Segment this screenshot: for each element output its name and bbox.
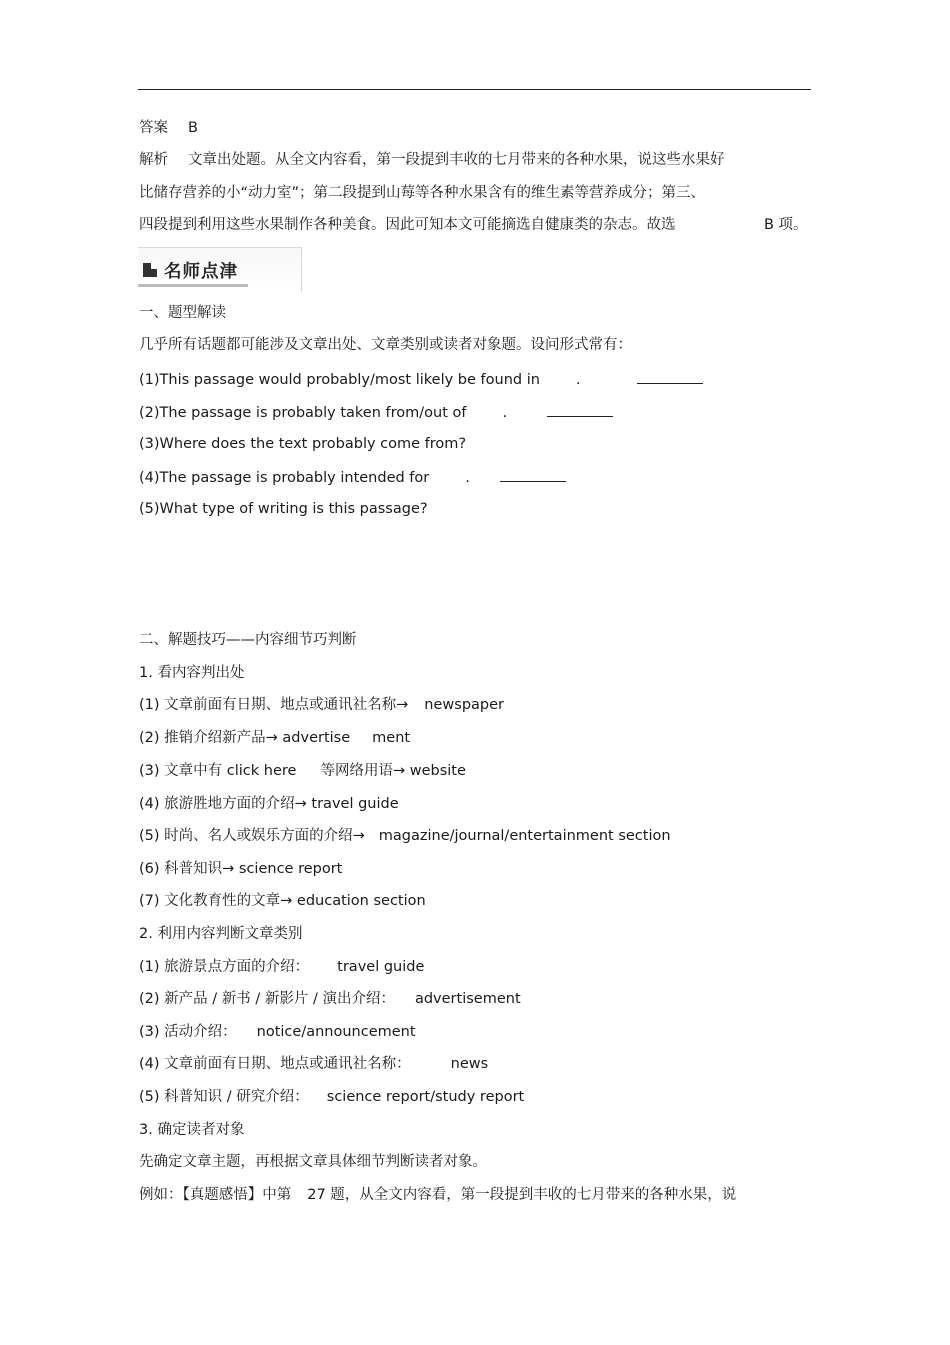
- list-item: (7) 文化教育性的文章→ education section: [139, 893, 426, 909]
- list-item: (5) 科普知识 / 研究介绍： science report/study report: [139, 1089, 525, 1105]
- list-item: (2) 推销介绍新产品→ advertise ment: [139, 730, 411, 746]
- paragraph: 例如：【真题感悟】中第 27 题，从全文内容看，第一段提到丰收的七月带来的各种水果，说: [139, 1187, 737, 1203]
- answer-line: [139, 118, 198, 138]
- answer-blank: [500, 467, 566, 482]
- list-item: (3) 活动介绍： notice/announcement: [139, 1024, 416, 1040]
- answer-blank: [547, 402, 613, 417]
- list-item: (5) 时尚、名人或娱乐方面的介绍→ magazine/journal/entertainment section: [139, 828, 671, 844]
- list-item: (6) 科普知识→ science report: [139, 861, 343, 877]
- analysis-line-1: [139, 150, 725, 170]
- answer-blank: [637, 369, 703, 384]
- question-form-3: (3)Where does the text probably come from?: [139, 436, 467, 452]
- question-form-4: (4)The passage is probably intended for .: [139, 467, 566, 488]
- answer-value: B: [188, 120, 198, 136]
- list-item: (4) 文章前面有日期、地点或通讯社名称： news: [139, 1056, 489, 1072]
- list-item: (1) 文章前面有日期、地点或通讯社名称→ newspaper: [139, 697, 504, 713]
- list-item: (2) 新产品 / 新书 / 新影片 / 演出介绍： advertisement: [139, 991, 521, 1007]
- list-item: (3) 文章中有 click here 等网络用语→ website: [139, 763, 466, 779]
- analysis-label: 解析: [139, 152, 168, 168]
- subheading-2: 2. 利用内容判断文章类别: [139, 926, 303, 942]
- section-header-banner: [138, 247, 302, 292]
- section-header-title: 名师点津: [164, 262, 238, 282]
- subheading-1: 1. 看内容判出处: [139, 665, 245, 681]
- section1-title: 一、题型解读: [139, 305, 226, 321]
- paragraph: 先确定文章主题，再根据文章具体细节判断读者对象。: [139, 1154, 487, 1170]
- list-item: (1) 旅游景点方面的介绍： travel guide: [139, 959, 425, 975]
- subheading-3: 3. 确定读者对象: [139, 1122, 245, 1138]
- header-rule: [138, 89, 811, 90]
- section1-intro: 几乎所有话题都可能涉及文章出处、文章类别或读者对象题。设问形式常有：: [139, 337, 632, 353]
- list-item: (4) 旅游胜地方面的介绍→ travel guide: [139, 796, 399, 812]
- question-form-1: (1)This passage would probably/most likely be found in .: [139, 369, 703, 390]
- question-form-2: (2)The passage is probably taken from/out of .: [139, 402, 613, 423]
- analysis-line-2: 比储存营养的小“动力室”；第二段提到山莓等各种水果含有的维生素等营养成分；第三、: [139, 185, 706, 201]
- analysis-answer-choice: B 项。: [764, 217, 808, 233]
- analysis-text-1: 文章出处题。从全文内容看，第一段提到丰收的七月带来的各种水果，说这些水果好: [188, 152, 725, 168]
- analysis-line-3: [139, 215, 676, 235]
- section2-title: 二、解题技巧——内容细节巧判断: [139, 632, 357, 648]
- analysis-text-3: 四段提到利用这些水果制作各种美食。因此可知本文可能摘选自健康类的杂志。故选: [139, 217, 676, 233]
- answer-label: 答案: [139, 120, 168, 136]
- question-form-5: (5)What type of writing is this passage?: [139, 501, 428, 517]
